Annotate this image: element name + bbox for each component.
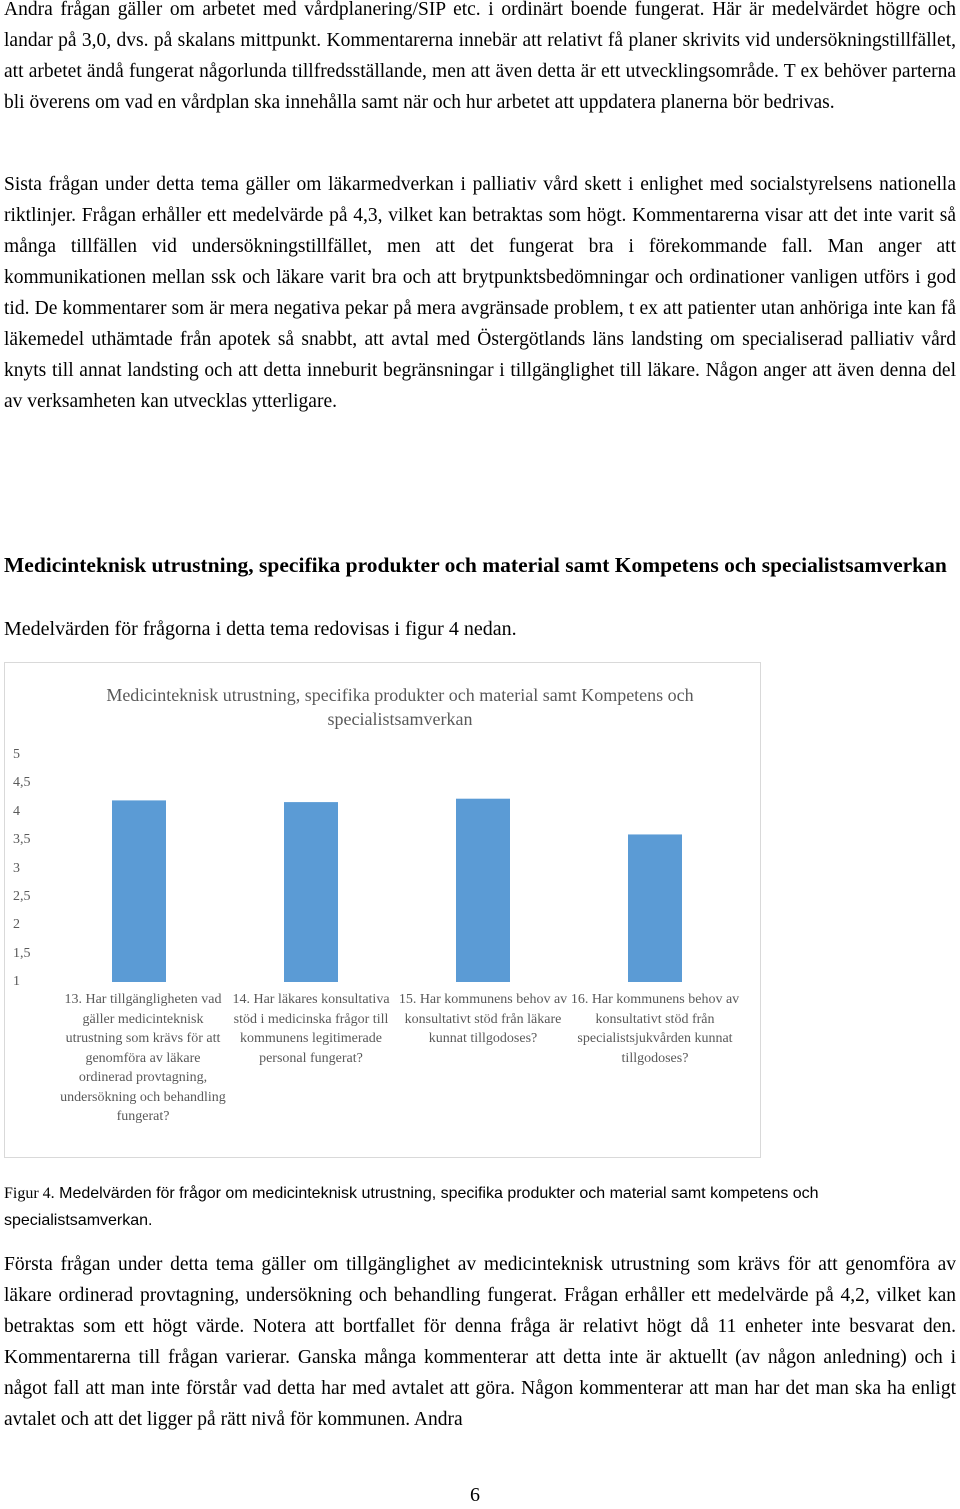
paragraph-lakarmedverkan: Sista frågan under detta tema gäller om läkarmedverkan i palliativ vård skett i enlighet med socialstyrelsens nationella riktlinjer. Frågan erhåller ett medelvärde på 4,3, vilket kan betraktas som högt. Kommentarerna visar att det inte varit så många tillfällen vid undersökningstillfället, men att det fungerat bra i förekommande fall. Man anger att kommunikationen mellan ssk och läkare varit bra och att brytpunktsbedömningar och ordinationer vanligen utförs i god tid. De kommentarer som är mera negativa pekar på mera avgränsade problem, t ex att patienter utan anhöriga inte kan få läkemedel uthämtade från apotek så snabbt, att avtal med Östergötlands läns landsting om specialiserad palliativ vård knyts till annat landsting och att detta inneburit begränsningar i tillgänglighet till läkare. Någon anger att även denna del av verksamheten kan utvecklas ytterligare. [4,174,956,412]
category-label-3: 15. Har kommunens behov av konsultativt stöd från läkare kunnat tillgodoses? [398,992,568,1046]
figure-4-chart [4,662,761,1158]
y-tick-label: 1,5 [13,945,31,961]
page-number: 6 [470,1484,480,1506]
category-label-1: 13. Har tillgängligheten vad gäller medicinteknisk utrustning som krävs för att genomföra av läkare ordinerad provtagning, undersökning och behandling fungerat? [60,992,226,1124]
y-tick-label: 3 [13,860,20,876]
bar-3 [456,799,510,982]
y-tick-label: 4,5 [13,775,31,791]
caption-text: Medelvärden för frågor om medicinteknisk utrustning, specifika produkter och material samt kompetens och specialistsamverkan. [4,1185,819,1229]
paragraph-medicinteknisk: Första frågan under detta tema gäller om tillgänglighet av medicinteknisk utrustning som krävs för att genomföra av läkare ordinerad provtagning, undersökning och behandling fungerat. Frågan erhåller ett medelvärde på 4,2, vilket kan betraktas som ett högt värde. Notera att bortfallet för denna fråga är relativt högt då 11 enheter inte besvarat den. Kommentarerna till frågan varierar. Ganska många kommenterar att detta inte är aktuellt (av någon anledning) och i något fall att man inte förstår vad detta har med avtalet att göra. Någon kommenterar att man har det man ska ha enligt avtalet och att det ligger på rätt nivå för kommunen. Andra [4,1254,956,1430]
y-tick-label: 2,5 [13,888,31,904]
paragraph-vardplanering: Andra frågan gäller om arbetet med vårdplanering/SIP etc. i ordinärt boende fungerat. Här är medelvärdet högre och landar på 3,0, dvs. på skalans mittpunkt. Kommentarerna innebär att relativt få planer skrivits vid undersökningstillfället, att arbetet ändå fungerat någorlunda tillfredsställande, men att även detta är ett utvecklingsområde. T ex behöver parterna bli överens om vad en vårdplan ska innehålla samt när och hur arbetet att uppdatera planerna bör bedrivas. [4,0,956,113]
section-intro: Medelvärden för frågorna i detta tema redovisas i figur 4 nedan. [4,618,517,640]
caption-label: Figur 4. [4,1185,55,1202]
bar-1 [112,800,166,982]
section-heading: Medicinteknisk utrustning, specifika produkter och material samt Kompetens och specialistsamverkan [4,553,947,577]
category-label-2: 14. Har läkares konsultativa stöd i medicinska frågor till kommunens legitimerade personal fungerat? [232,992,390,1066]
y-tick-label: 1 [13,974,20,989]
chart-title: Medicinteknisk utrustning, specifika produkter och material samt Kompetens och specialistsamverkan [106,685,694,729]
bar-4 [628,834,682,982]
category-label-4: 16. Har kommunens behov av konsultativt stöd från specialistsjukvården kunnat tillgodoses? [570,992,740,1066]
y-tick-label: 5 [13,747,20,762]
y-tick-label: 4 [13,803,20,819]
figure-caption [4,1180,956,1234]
y-tick-label: 2 [13,917,20,933]
bar-2 [284,802,338,982]
y-tick-label: 3,5 [13,832,31,848]
